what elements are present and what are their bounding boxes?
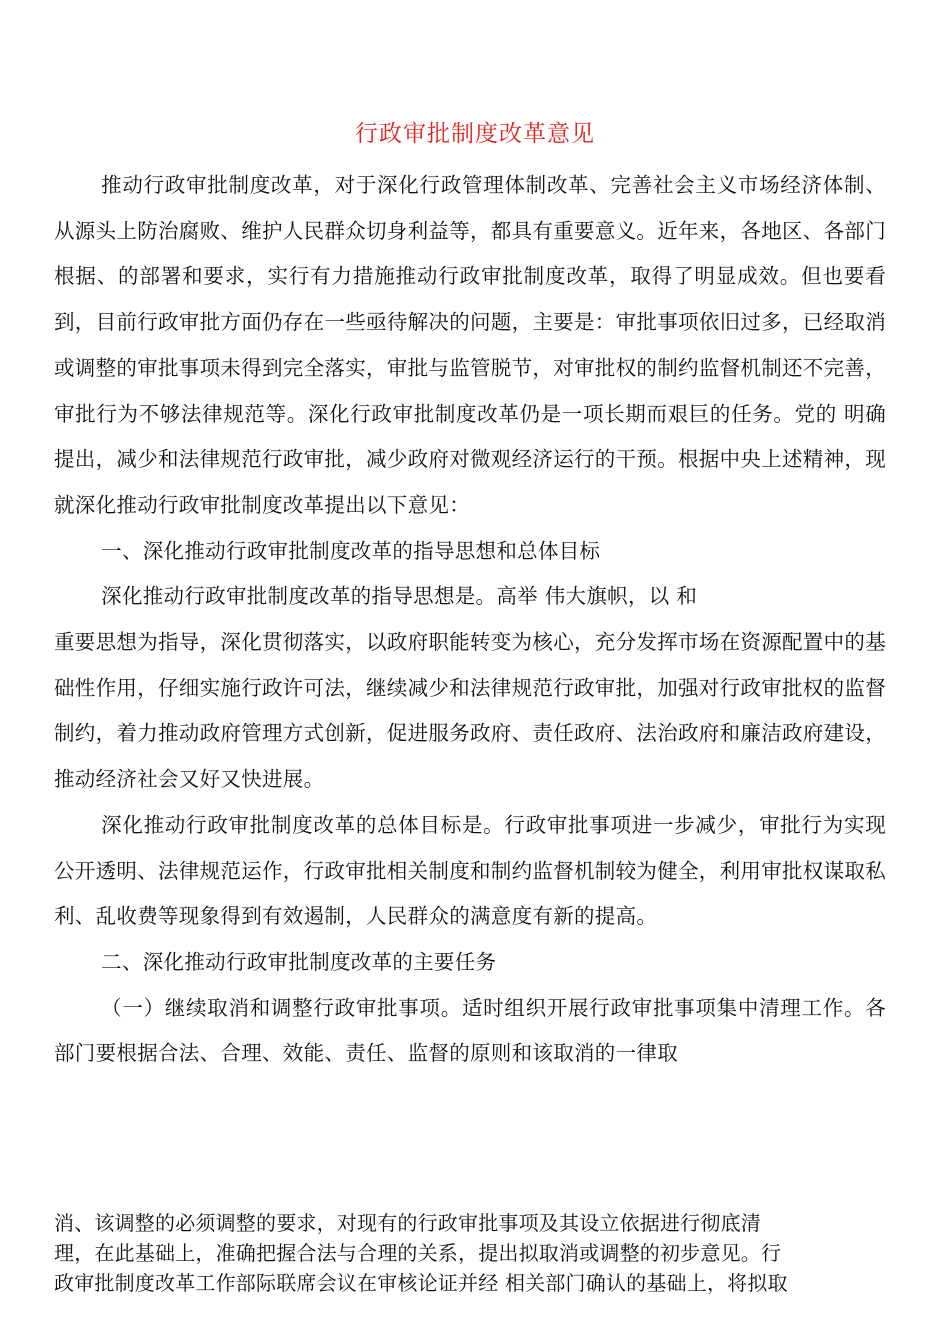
paragraph-overall-goal: 深化推动行政审批制度改革的总体目标是。行政审批事项进一步减少，审批行为实现公开透明、法律规范运作，行政审批相关制度和制约监督机制较为健全，利用审批权谋取私利、乱收费等现象得到有效遏制，人民群众的满意度有新的提高。 xyxy=(54,812,886,929)
document-tail xyxy=(54,1208,886,1298)
document-title: 行政审批制度改革意见 xyxy=(355,121,595,147)
section-heading-1: 一、深化推动行政审批制度改革的指导思想和总体目标 xyxy=(101,538,601,563)
paragraph-guiding-thought-continued: 重要思想为指导，深化贯彻落实，以政府职能转变为核心，充分发挥市场在资源配置中的基础性作用，仔细实施行政许可法，继续减少和法律规范行政审批，加强对行政审批权的监督制约，着力推动政府管理方式创新，促进服务政府、责任政府、法治政府和廉洁政府建设，推动经济社会又好又快进展。 xyxy=(54,630,886,792)
tail-line: 理，在此基础上，准确把握合法与合理的关系，提出拟取消或调整的初步意见。行 xyxy=(54,1241,782,1265)
tail-line: 政审批制度改革工作部际联席会议在审核论证并经 相关部门确认的基础上，将拟取 xyxy=(54,1271,788,1295)
paragraph-task-1: （一）继续取消和调整行政审批事项。适时组织开展行政审批事项集中清理工作。各部门要根据合法、合理、效能、责任、监督的原则和该取消的一律取 xyxy=(54,995,886,1066)
section-heading-2: 二、深化推动行政审批制度改革的主要任务 xyxy=(101,949,497,974)
paragraph-intro: 推动行政审批制度改革，对于深化行政管理体制改革、完善社会主义市场经济体制、从源头上防治腐败、维护人民群众切身利益等，都具有重要意义。近年来，各地区、各部门根据、的部署和要求，实行有力措施推动行政审批制度改革，取得了明显成效。但也要看到，目前行政审批方面仍存在一些亟待解决的问题，主要是：审批事项依旧过多，已经取消或调整的审批事项未得到完全落实，审批与监管脱节，对审批权的制约监督机制还不完善，审批行为不够法律规范等。深化行政审批制度改革仍是一项长期而艰巨的任务。党的 明确提出，减少和法律规范行政审批，减少政府对微观经济运行的干预。根据中央上述精神，现就深化推动行政审批制度改革提出以下意见： xyxy=(54,173,886,517)
tail-line: 消、该调整的必须调整的要求，对现有的行政审批事项及其设立依据进行彻底清 xyxy=(54,1211,761,1235)
document-body xyxy=(54,163,886,1077)
paragraph-guiding-thought-start: 深化推动行政审批制度改革的指导思想是。高举 伟大旗帜，以 和 xyxy=(101,584,698,609)
